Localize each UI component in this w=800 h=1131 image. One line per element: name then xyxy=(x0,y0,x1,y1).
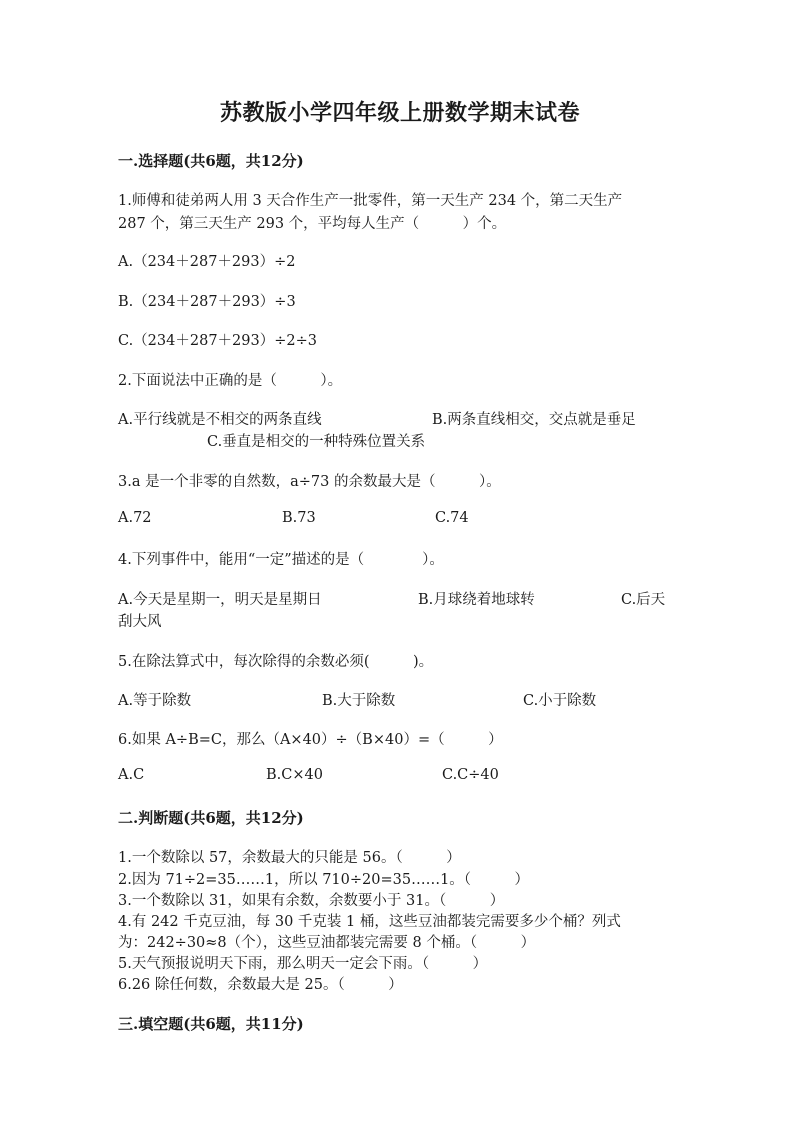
question-1-option-c: C.（234＋287＋293）÷2÷3 xyxy=(118,333,317,349)
question-5-stem: 5.在除法算式中，每次除得的余数必须( )。 xyxy=(118,654,434,670)
page-title: 苏教版小学四年级上册数学期末试卷 xyxy=(219,100,580,126)
judgment-item-4-line-1: 4.有 242 千克豆油，每 30 千克装 1 桶，这些豆油都装完需要多少个桶？列式 xyxy=(118,914,621,930)
judgment-item-1: 1.一个数除以 57，余数最大的只能是 56。（ ） xyxy=(118,850,461,866)
question-1-option-a: A.（234＋287＋293）÷2 xyxy=(118,254,296,270)
question-2-option-a: A.平行线就是不相交的两条直线 xyxy=(118,412,322,428)
question-4-stem: 4.下列事件中，能用“一定”描述的是（ ）。 xyxy=(118,552,444,568)
question-1-line-2: 287 个，第三天生产 293 个，平均每人生产（ ）个。 xyxy=(118,216,507,232)
question-2-option-c: C.垂直是相交的一种特殊位置关系 xyxy=(207,434,426,450)
question-1-line-1: 1.师傅和徒弟两人用 3 天合作生产一批零件，第一天生产 234 个，第二天生产 xyxy=(118,193,623,209)
question-5-option-a: A.等于除数 xyxy=(118,693,192,709)
question-6-option-b: B.C×40 xyxy=(266,767,323,783)
question-4-option-a: A.今天是星期一，明天是星期日 xyxy=(118,592,322,608)
section-heading-judgment: 二.判断题(共6题，共12分) xyxy=(118,809,304,827)
question-4-option-b: B.月球绕着地球转 xyxy=(418,592,535,608)
question-6-option-c: C.C÷40 xyxy=(442,767,499,783)
question-3-stem: 3.a 是一个非零的自然数，a÷73 的余数最大是（ ）。 xyxy=(118,474,501,490)
question-3-option-b: B.73 xyxy=(282,510,316,526)
question-6-stem: 6.如果 A÷B=C，那么（A×40）÷（B×40）=（ ） xyxy=(118,732,503,748)
question-3-option-c: C.74 xyxy=(435,510,469,526)
question-2-stem: 2.下面说法中正确的是（ ）。 xyxy=(118,373,343,389)
question-4-option-c: C.后天 xyxy=(621,592,666,608)
question-6-option-a: A.C xyxy=(118,767,145,783)
question-4-option-c-cont: 刮大风 xyxy=(118,614,162,630)
judgment-item-3: 3.一个数除以 31，如果有余数，余数要小于 31。（ ） xyxy=(118,893,505,909)
judgment-item-2: 2.因为 71÷2=35……1，所以 710÷20=35……1。（ ） xyxy=(118,872,530,888)
question-5-option-c: C.小于除数 xyxy=(523,693,597,709)
question-5-option-b: B.大于除数 xyxy=(322,693,396,709)
judgment-item-6: 6.26 除任何数，余数最大是 25。（ ） xyxy=(118,977,403,993)
question-2-option-b: B.两条直线相交，交点就是垂足 xyxy=(432,412,636,428)
section-heading-choice: 一.选择题(共6题，共12分) xyxy=(118,152,304,170)
judgment-item-4-line-2: 为：242÷30≈8（个），这些豆油都装完需要 8 个桶。（ ） xyxy=(118,935,536,951)
question-1-option-b: B.（234＋287＋293）÷3 xyxy=(118,294,296,310)
question-3-option-a: A.72 xyxy=(118,510,152,526)
section-heading-fill-in: 三.填空题(共6题，共11分) xyxy=(118,1015,304,1033)
judgment-item-5: 5.天气预报说明天下雨，那么明天一定会下雨。（ ） xyxy=(118,956,488,972)
